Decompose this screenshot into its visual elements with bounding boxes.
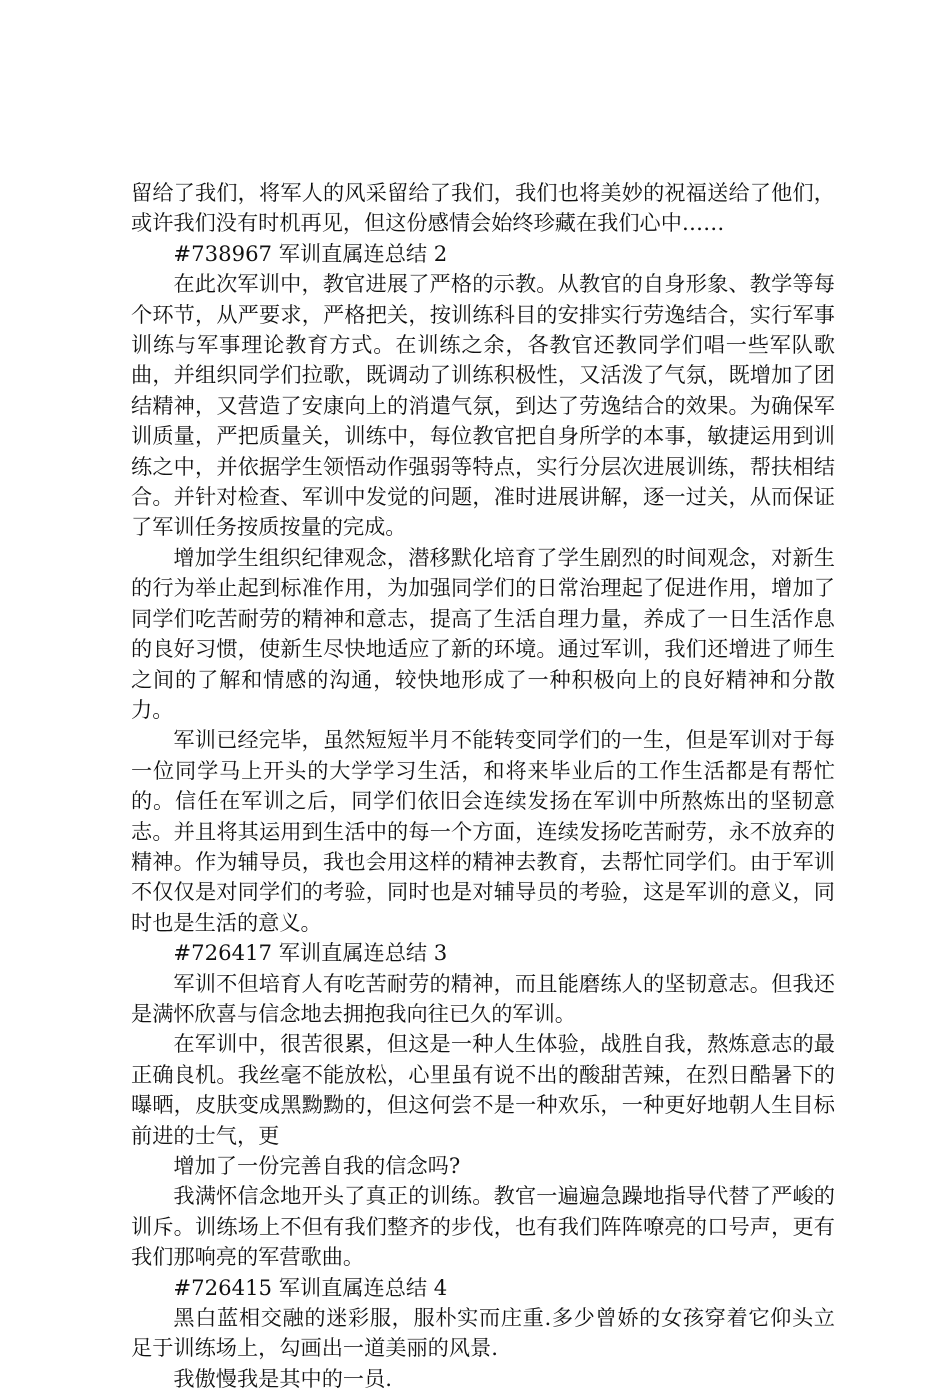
- paragraph: 增加学生组织纪律观念，潜移默化培育了学生剧烈的时间观念，对新生的行为举止起到标准作用，为加强同学们的日常治理起了促进作用，增加了同学们吃苦耐劳的精神和意志，提高了生活自理力量，养成了一日生活作息的良好习惯，使新生尽快地适应了新的环境。通过军训，我们还增进了师生之间的了解和情感的沟通，较快地形成了一种积极向上的良好精神和分散力。: [131, 544, 835, 722]
- paragraph: 军训已经完毕，虽然短短半月不能转变同学们的一生，但是军训对于每一位同学马上开头的大学学习生活，和将来毕业后的工作生活都是有帮忙的。信任在军训之后，同学们依旧会连续发扬在军训中所熬炼出的坚韧意志。并且将其运用到生活中的每一个方面，连续发扬吃苦耐劳，永不放弃的精神。作为辅导员，我也会用这样的精神去教育，去帮忙同学们。由于军训不仅仅是对同学们的考验，同时也是对辅导员的考验，这是军训的意义，同时也是生活的意义。: [131, 727, 835, 935]
- paragraph: 增加了一份完善自我的信念吗?: [173, 1153, 461, 1178]
- paragraph: 在此次军训中，教官进展了严格的示教。从教官的自身形象、教学等每个环节，从严要求，严格把关，按训练科目的安排实行劳逸结合，实行军事训练与军事理论教育方式。在训练之余，各教官还教同学们唱一些军队歌曲，并组织同学们拉歌，既调动了训练积极性，又活泼了气氛，既增加了团结精神，又营造了安康向上的消遣气氛，到达了劳逸结合的效果。为确保军训质量，严把质量关，训练中，每位教官把自身所学的本事，敏捷运用到训练之中，并依据学生领悟动作强弱等特点，实行分层次进展训练，帮扶相结合。并针对检查、军训中发觉的问题，准时进展讲解，逐一过关，从而保证了军训任务按质按量的完成。: [131, 271, 835, 540]
- paragraph-intro-tail: 留给了我们，将军人的风采留给了我们，我们也将美妙的祝福送给了他们，或许我们没有时机再见，但这份感情会始终珍藏在我们心中……: [131, 180, 835, 236]
- section-heading-2: #738967 军训直属连总结 2: [173, 240, 448, 266]
- paragraph: 军训不但培育人有吃苦耐劳的精神，而且能磨练人的坚韧意志。但我还是满怀欣喜与信念地去拥抱我向往已久的军训。: [131, 970, 835, 1026]
- paragraph: 黑白蓝相交融的迷彩服，服朴实而庄重.多少曾娇的女孩穿着它仰头立足于训练场上，勾画出一道美丽的风景.: [131, 1305, 835, 1361]
- paragraph: 我傲慢我是其中的一员.: [173, 1365, 393, 1391]
- section-heading-4: #726415 军训直属连总结 4: [173, 1274, 448, 1300]
- paragraph: 我满怀信念地开头了真正的训练。教官一遍遍急躁地指导代替了严峻的训斥。训练场上不但有我们整齐的步伐，也有我们阵阵嘹亮的口号声，更有我们那响亮的军营歌曲。: [131, 1183, 835, 1270]
- paragraph: 在军训中，很苦很累，但这是一种人生体验，战胜自我，熬炼意志的最正确良机。我丝毫不能放松，心里虽有说不出的酸甜苦辣，在烈日酷暑下的曝晒，皮肤变成黑黝黝的，但这何尝不是一种欢乐，一种更好地朝人生目标前进的士气，更: [131, 1031, 835, 1148]
- section-heading-3: #726417 军训直属连总结 3: [173, 940, 448, 966]
- document-page: [131, 178, 835, 1394]
